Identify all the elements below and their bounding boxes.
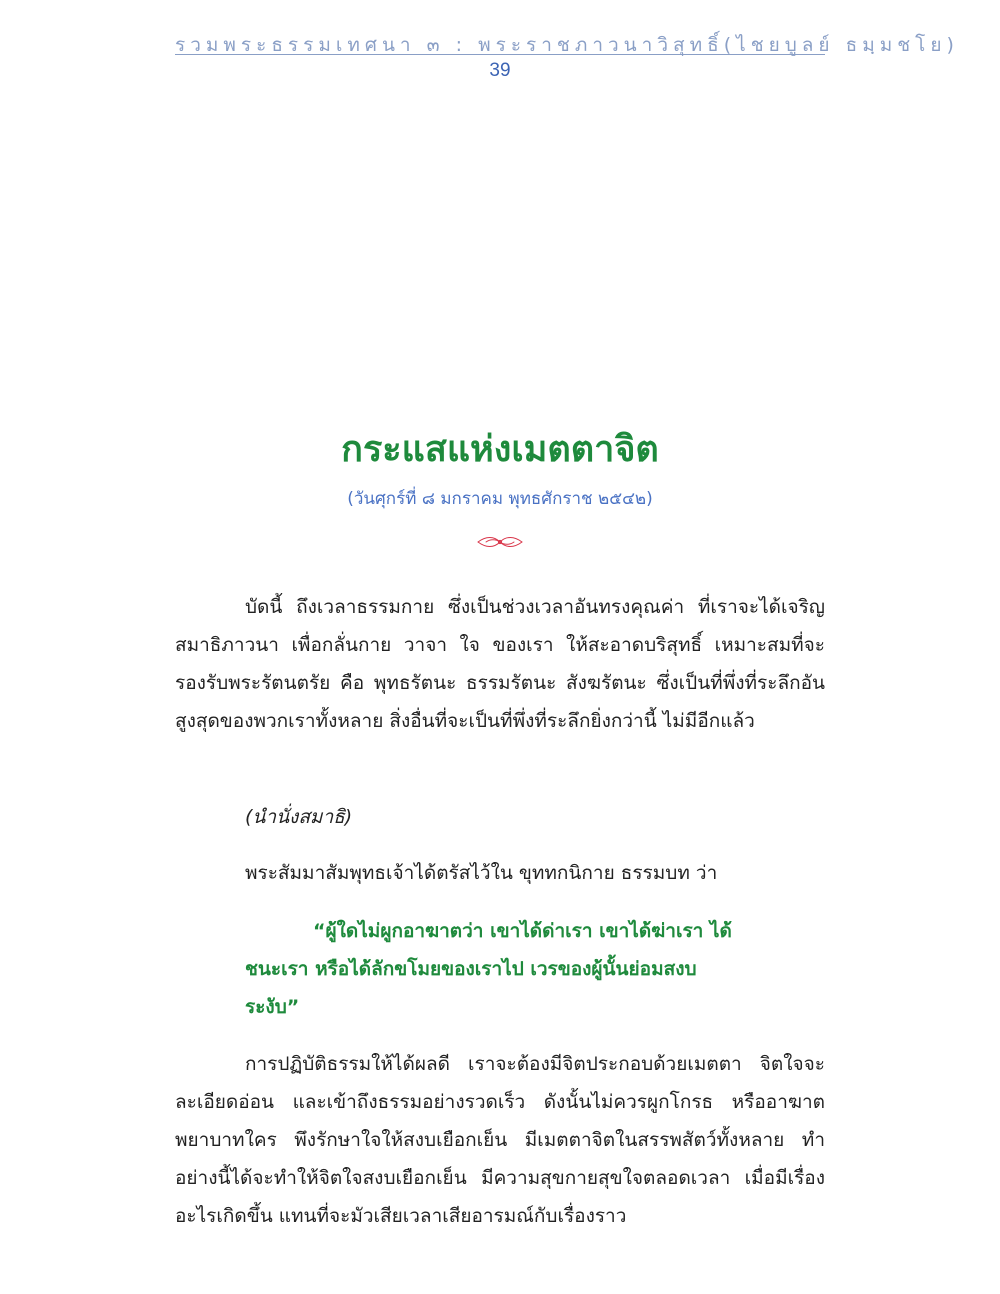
scripture-quote: “ผู้ใดไม่ผูกอาฆาตว่า เขาได้ด่าเรา เขาได้ฆ่าเรา ได้ชนะเรา หรือได้ลักขโมยของเราไป เวรของผู้นั้นย่อมสงบระงับ”: [245, 920, 732, 1018]
flourish-ornament-icon: [476, 532, 524, 552]
running-header: รวมพระธรรมเทศนา ๓ : พระราชภาวนาวิสุทธิ์(ไชยบูลย์ ธมฺมชโย): [175, 34, 959, 56]
body-paragraph-2: การปฏิบัติธรรมให้ได้ผลดี เราจะต้องมีจิตประกอบด้วยเมตตา จิตใจจะละเอียดอ่อน และเข้าถึงธรรมอย่างรวดเร็ว ดังนั้นไม่ควรผูกโกรธ หรืออาฆาตพยาบาทใคร พึงรักษาใจให้สงบเยือกเย็น มีเมตตาจิตในสรรพสัตว์ทั้งหลาย ทำอย่างนี้ได้จะทำให้จิตใจสงบเยือกเย็น มีความสุขกายสุขใจตลอดเวลา เมื่อมีเรื่องอะไรเกิดขึ้น แทนที่จะมัวเสียเวลาเสียอารมณ์กับเรื่องราว: [175, 1053, 825, 1227]
scripture-intro: พระสัมมาสัมพุทธเจ้าได้ตรัสไว้ใน ขุททกนิกาย ธรรมบท ว่า: [245, 862, 718, 884]
meditation-note: (นำนั่งสมาธิ): [245, 806, 353, 828]
header-divider: [175, 54, 825, 55]
body-paragraph-1: บัดนี้ ถึงเวลาธรรมกาย ซึ่งเป็นช่วงเวลาอันทรงคุณค่า ที่เราจะได้เจริญสมาธิภาวนา เพื่อกลั่นกาย วาจา ใจ ของเรา ให้สะอาดบริสุทธิ์ เหมาะสมที่จะรองรับพระรัตนตรัย คือ พุทธรัตนะ ธรรมรัตนะ สังฆรัตนะ ซึ่งเป็นที่พึ่งที่ระลึกอันสูงสุดของพวกเราทั้งหลาย สิ่งอื่นที่จะเป็นที่พึ่งที่ระลึกยิ่งกว่านี้ ไม่มีอีกแล้ว: [175, 596, 825, 732]
page-number: 39: [489, 60, 511, 81]
sermon-date: (วันศุกร์ที่ ๘ มกราคม พุทธศักราช ๒๕๔๒): [347, 489, 653, 509]
sermon-title: กระแสแห่งเมตตาจิต: [341, 429, 659, 470]
